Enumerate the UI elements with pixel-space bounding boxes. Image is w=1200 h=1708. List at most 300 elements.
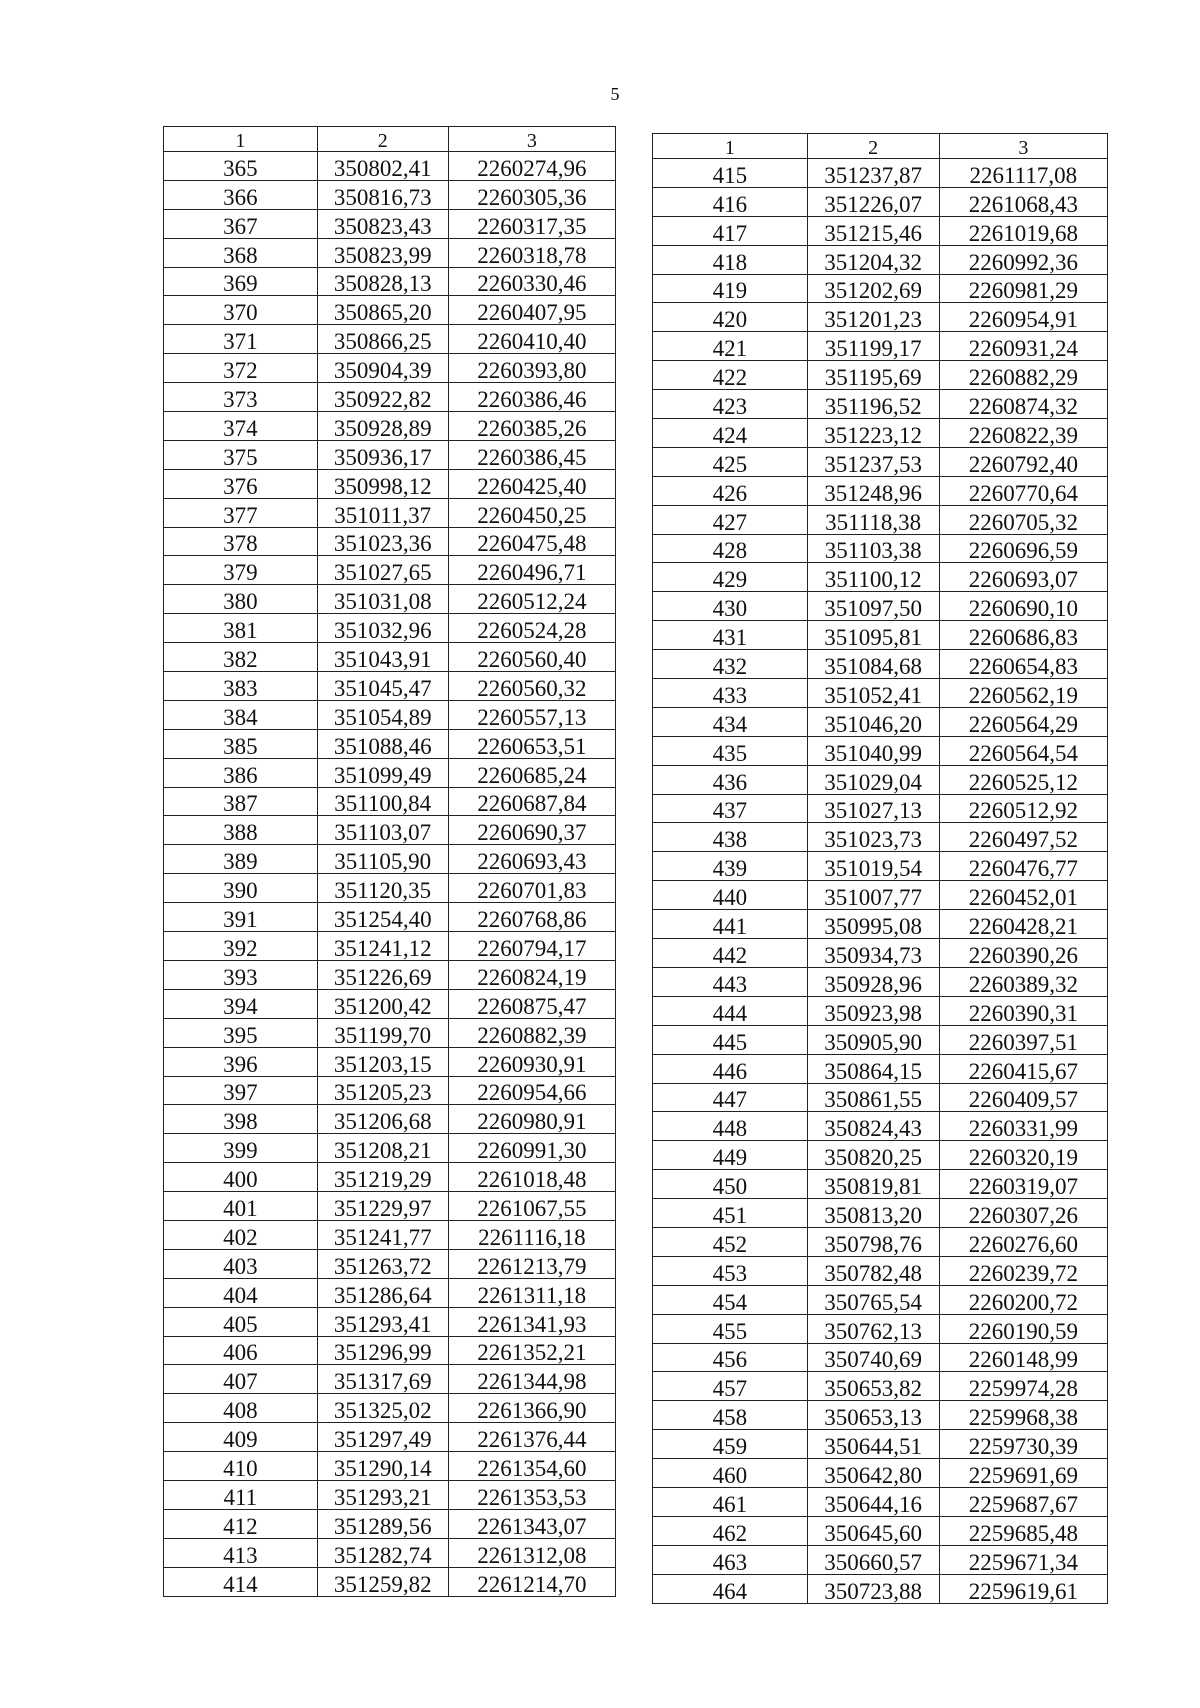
point-number-cell: 409 (164, 1423, 318, 1452)
table-row (164, 1076, 616, 1105)
y-coordinate-cell: 2261067,55 (448, 1192, 615, 1221)
table-row (164, 1394, 616, 1423)
table-row (164, 325, 616, 354)
point-number-cell: 456 (653, 1343, 808, 1372)
x-coordinate-cell: 350928,96 (807, 967, 939, 996)
table-row (653, 1256, 1108, 1285)
x-coordinate-cell: 350861,55 (807, 1083, 939, 1112)
point-number-cell: 452 (653, 1227, 808, 1256)
point-number-cell: 401 (164, 1192, 318, 1221)
x-coordinate-cell: 351046,20 (807, 707, 939, 736)
y-coordinate-cell: 2260882,29 (939, 361, 1107, 390)
x-coordinate-cell: 351043,91 (317, 643, 448, 672)
table-row (164, 238, 616, 267)
table-row (164, 1278, 616, 1307)
point-number-cell: 423 (653, 390, 808, 419)
y-coordinate-cell: 2261214,70 (448, 1567, 615, 1596)
y-coordinate-cell: 2260390,26 (939, 939, 1107, 968)
y-coordinate-cell: 2260386,46 (448, 383, 615, 412)
x-coordinate-cell: 351204,32 (807, 245, 939, 274)
table-row (164, 556, 616, 585)
point-number-cell: 431 (653, 621, 808, 650)
table-row (653, 1372, 1108, 1401)
y-coordinate-cell: 2261117,08 (939, 159, 1107, 188)
table-row (164, 296, 616, 325)
table-row (653, 939, 1108, 968)
x-coordinate-cell: 351103,07 (317, 816, 448, 845)
table-row (164, 383, 616, 412)
table-row (653, 967, 1108, 996)
y-coordinate-cell: 2260980,91 (448, 1105, 615, 1134)
point-number-cell: 436 (653, 765, 808, 794)
y-coordinate-cell: 2259619,61 (939, 1574, 1107, 1603)
point-number-cell: 425 (653, 447, 808, 476)
point-number-cell: 450 (653, 1170, 808, 1199)
point-number-cell: 455 (653, 1314, 808, 1343)
table-row (164, 180, 616, 209)
point-number-cell: 458 (653, 1401, 808, 1430)
y-coordinate-cell: 2259685,48 (939, 1516, 1107, 1545)
table-row (164, 960, 616, 989)
x-coordinate-cell: 351293,21 (317, 1480, 448, 1509)
point-number-cell: 406 (164, 1336, 318, 1365)
y-coordinate-cell: 2260389,32 (939, 967, 1107, 996)
table-row (653, 852, 1108, 881)
y-coordinate-cell: 2260693,07 (939, 563, 1107, 592)
x-coordinate-cell: 351199,70 (317, 1018, 448, 1047)
table-row (164, 758, 616, 787)
table-row (653, 736, 1108, 765)
y-coordinate-cell: 2259968,38 (939, 1401, 1107, 1430)
y-coordinate-cell: 2261213,79 (448, 1249, 615, 1278)
point-number-cell: 462 (653, 1516, 808, 1545)
y-coordinate-cell: 2260524,28 (448, 614, 615, 643)
x-coordinate-cell: 351084,68 (807, 650, 939, 679)
point-number-cell: 366 (164, 180, 318, 209)
x-coordinate-cell: 351052,41 (807, 679, 939, 708)
table-row (653, 563, 1108, 592)
x-coordinate-cell: 351325,02 (317, 1394, 448, 1423)
y-coordinate-cell: 2260768,86 (448, 903, 615, 932)
table-row (164, 845, 616, 874)
x-coordinate-cell: 351105,90 (317, 845, 448, 874)
table-row (653, 1401, 1108, 1430)
table-row (164, 1105, 616, 1134)
x-coordinate-cell: 351208,21 (317, 1134, 448, 1163)
y-coordinate-cell: 2260386,45 (448, 440, 615, 469)
table-row (653, 361, 1108, 390)
x-coordinate-cell: 350866,25 (317, 325, 448, 354)
x-coordinate-cell: 351263,72 (317, 1249, 448, 1278)
y-coordinate-cell: 2260690,10 (939, 592, 1107, 621)
point-number-cell: 438 (653, 823, 808, 852)
point-number-cell: 457 (653, 1372, 808, 1401)
point-number-cell: 376 (164, 469, 318, 498)
x-coordinate-cell: 351054,89 (317, 700, 448, 729)
x-coordinate-cell: 351226,69 (317, 960, 448, 989)
table-row (164, 932, 616, 961)
table-row (164, 1509, 616, 1538)
table-row (653, 332, 1108, 361)
x-coordinate-cell: 351032,96 (317, 614, 448, 643)
x-coordinate-cell: 350762,13 (807, 1314, 939, 1343)
point-number-cell: 371 (164, 325, 318, 354)
point-number-cell: 410 (164, 1452, 318, 1481)
page-number: 5 (610, 84, 620, 104)
point-number-cell: 413 (164, 1538, 318, 1567)
table-row (164, 672, 616, 701)
x-coordinate-cell: 351206,68 (317, 1105, 448, 1134)
x-coordinate-cell: 350723,88 (807, 1574, 939, 1603)
y-coordinate-cell: 2261312,08 (448, 1538, 615, 1567)
table-row (164, 152, 616, 181)
table-row (653, 1199, 1108, 1228)
x-coordinate-cell: 351040,99 (807, 736, 939, 765)
header-cell-x: 2 (317, 127, 448, 152)
x-coordinate-cell: 351289,56 (317, 1509, 448, 1538)
table-row (164, 440, 616, 469)
y-coordinate-cell: 2260705,32 (939, 505, 1107, 534)
y-coordinate-cell: 2260512,92 (939, 794, 1107, 823)
header-cell-y: 3 (448, 127, 615, 152)
x-coordinate-cell: 351219,29 (317, 1163, 448, 1192)
y-coordinate-cell: 2259671,34 (939, 1545, 1107, 1574)
y-coordinate-cell: 2260239,72 (939, 1256, 1107, 1285)
table-row (653, 534, 1108, 563)
x-coordinate-cell: 351095,81 (807, 621, 939, 650)
coordinates-table-left (163, 126, 616, 1597)
table-row (653, 1227, 1108, 1256)
x-coordinate-cell: 350653,13 (807, 1401, 939, 1430)
point-number-cell: 437 (653, 794, 808, 823)
header-cell-number: 1 (653, 134, 808, 159)
x-coordinate-cell: 350813,20 (807, 1199, 939, 1228)
y-coordinate-cell: 2260693,43 (448, 845, 615, 874)
table-row (164, 585, 616, 614)
point-number-cell: 427 (653, 505, 808, 534)
y-coordinate-cell: 2259974,28 (939, 1372, 1107, 1401)
point-number-cell: 443 (653, 967, 808, 996)
y-coordinate-cell: 2260562,19 (939, 679, 1107, 708)
x-coordinate-cell: 351201,23 (807, 303, 939, 332)
table-row (653, 910, 1108, 939)
table-row (164, 412, 616, 441)
table-row (653, 1112, 1108, 1141)
x-coordinate-cell: 350660,57 (807, 1545, 939, 1574)
table-row (164, 1018, 616, 1047)
table-row (653, 621, 1108, 650)
point-number-cell: 398 (164, 1105, 318, 1134)
x-coordinate-cell: 351199,17 (807, 332, 939, 361)
y-coordinate-cell: 2260686,83 (939, 621, 1107, 650)
x-coordinate-cell: 351100,12 (807, 563, 939, 592)
x-coordinate-cell: 351019,54 (807, 852, 939, 881)
x-coordinate-cell: 351286,64 (317, 1278, 448, 1307)
x-coordinate-cell: 351099,49 (317, 758, 448, 787)
y-coordinate-cell: 2260874,32 (939, 390, 1107, 419)
y-coordinate-cell: 2260318,78 (448, 238, 615, 267)
y-coordinate-cell: 2260822,39 (939, 419, 1107, 448)
x-coordinate-cell: 351011,37 (317, 498, 448, 527)
point-number-cell: 421 (653, 332, 808, 361)
table-row (164, 729, 616, 758)
x-coordinate-cell: 351088,46 (317, 729, 448, 758)
y-coordinate-cell: 2260654,83 (939, 650, 1107, 679)
x-coordinate-cell: 350824,43 (807, 1112, 939, 1141)
x-coordinate-cell: 351317,69 (317, 1365, 448, 1394)
x-coordinate-cell: 351241,12 (317, 932, 448, 961)
table-row (164, 1336, 616, 1365)
x-coordinate-cell: 351254,40 (317, 903, 448, 932)
x-coordinate-cell: 350823,43 (317, 209, 448, 238)
x-coordinate-cell: 351196,52 (807, 390, 939, 419)
y-coordinate-cell: 2261343,07 (448, 1509, 615, 1538)
y-coordinate-cell: 2260770,64 (939, 476, 1107, 505)
x-coordinate-cell: 351100,84 (317, 787, 448, 816)
x-coordinate-cell: 350644,16 (807, 1487, 939, 1516)
point-number-cell: 402 (164, 1220, 318, 1249)
y-coordinate-cell: 2260882,39 (448, 1018, 615, 1047)
point-number-cell: 374 (164, 412, 318, 441)
y-coordinate-cell: 2261366,90 (448, 1394, 615, 1423)
table-row (164, 1365, 616, 1394)
point-number-cell: 419 (653, 274, 808, 303)
point-number-cell: 373 (164, 383, 318, 412)
table-row (164, 1538, 616, 1567)
x-coordinate-cell: 350816,73 (317, 180, 448, 209)
y-coordinate-cell: 2261068,43 (939, 187, 1107, 216)
y-coordinate-cell: 2260307,26 (939, 1199, 1107, 1228)
x-coordinate-cell: 351031,08 (317, 585, 448, 614)
header-cell-y: 3 (939, 134, 1107, 159)
x-coordinate-cell: 350864,15 (807, 1054, 939, 1083)
x-coordinate-cell: 351237,53 (807, 447, 939, 476)
point-number-cell: 430 (653, 592, 808, 621)
x-coordinate-cell: 351120,35 (317, 874, 448, 903)
point-number-cell: 405 (164, 1307, 318, 1336)
table-row (653, 390, 1108, 419)
point-number-cell: 439 (653, 852, 808, 881)
y-coordinate-cell: 2260930,91 (448, 1047, 615, 1076)
y-coordinate-cell: 2260560,40 (448, 643, 615, 672)
y-coordinate-cell: 2260653,51 (448, 729, 615, 758)
point-number-cell: 389 (164, 845, 318, 874)
y-coordinate-cell: 2260875,47 (448, 989, 615, 1018)
y-coordinate-cell: 2259730,39 (939, 1430, 1107, 1459)
table-row (653, 1025, 1108, 1054)
x-coordinate-cell: 350995,08 (807, 910, 939, 939)
point-number-cell: 454 (653, 1285, 808, 1314)
y-coordinate-cell: 2260410,40 (448, 325, 615, 354)
table-row (164, 787, 616, 816)
point-number-cell: 388 (164, 816, 318, 845)
y-coordinate-cell: 2261352,21 (448, 1336, 615, 1365)
header-cell-x: 2 (807, 134, 939, 159)
x-coordinate-cell: 350653,82 (807, 1372, 939, 1401)
y-coordinate-cell: 2261311,18 (448, 1278, 615, 1307)
point-number-cell: 447 (653, 1083, 808, 1112)
table-row (653, 1574, 1108, 1603)
point-number-cell: 391 (164, 903, 318, 932)
y-coordinate-cell: 2260687,84 (448, 787, 615, 816)
table-row (164, 1480, 616, 1509)
point-number-cell: 445 (653, 1025, 808, 1054)
y-coordinate-cell: 2261116,18 (448, 1220, 615, 1249)
table-row (653, 419, 1108, 448)
x-coordinate-cell: 351297,49 (317, 1423, 448, 1452)
x-coordinate-cell: 351007,77 (807, 881, 939, 910)
table-row (653, 679, 1108, 708)
x-coordinate-cell: 351118,38 (807, 505, 939, 534)
point-number-cell: 387 (164, 787, 318, 816)
y-coordinate-cell: 2261353,53 (448, 1480, 615, 1509)
y-coordinate-cell: 2260792,40 (939, 447, 1107, 476)
y-coordinate-cell: 2260428,21 (939, 910, 1107, 939)
point-number-cell: 453 (653, 1256, 808, 1285)
x-coordinate-cell: 350782,48 (807, 1256, 939, 1285)
point-number-cell: 369 (164, 267, 318, 296)
table-row (164, 1452, 616, 1481)
table-row (164, 354, 616, 383)
x-coordinate-cell: 350998,12 (317, 469, 448, 498)
point-number-cell: 459 (653, 1430, 808, 1459)
point-number-cell: 428 (653, 534, 808, 563)
header-row (653, 134, 1108, 159)
point-number-cell: 365 (164, 152, 318, 181)
header-row (164, 127, 616, 152)
point-number-cell: 429 (653, 563, 808, 592)
point-number-cell: 381 (164, 614, 318, 643)
table-row (653, 216, 1108, 245)
point-number-cell: 367 (164, 209, 318, 238)
point-number-cell: 379 (164, 556, 318, 585)
x-coordinate-cell: 351237,87 (807, 159, 939, 188)
table-row (653, 1170, 1108, 1199)
x-coordinate-cell: 351259,82 (317, 1567, 448, 1596)
point-number-cell: 378 (164, 527, 318, 556)
x-coordinate-cell: 350819,81 (807, 1170, 939, 1199)
point-number-cell: 407 (164, 1365, 318, 1394)
table-row (653, 1083, 1108, 1112)
y-coordinate-cell: 2260824,19 (448, 960, 615, 989)
x-coordinate-cell: 351229,97 (317, 1192, 448, 1221)
y-coordinate-cell: 2260701,83 (448, 874, 615, 903)
point-number-cell: 368 (164, 238, 318, 267)
point-number-cell: 403 (164, 1249, 318, 1278)
table-row (164, 816, 616, 845)
table-row (164, 498, 616, 527)
point-number-cell: 408 (164, 1394, 318, 1423)
y-coordinate-cell: 2260317,35 (448, 209, 615, 238)
x-coordinate-cell: 351241,77 (317, 1220, 448, 1249)
point-number-cell: 464 (653, 1574, 808, 1603)
point-number-cell: 461 (653, 1487, 808, 1516)
y-coordinate-cell: 2260452,01 (939, 881, 1107, 910)
table-row (164, 1307, 616, 1336)
y-coordinate-cell: 2260991,30 (448, 1134, 615, 1163)
y-coordinate-cell: 2260564,54 (939, 736, 1107, 765)
table-row (164, 614, 616, 643)
y-coordinate-cell: 2260475,48 (448, 527, 615, 556)
y-coordinate-cell: 2260397,51 (939, 1025, 1107, 1054)
y-coordinate-cell: 2260696,59 (939, 534, 1107, 563)
point-number-cell: 463 (653, 1545, 808, 1574)
table-row (653, 1141, 1108, 1170)
y-coordinate-cell: 2259687,67 (939, 1487, 1107, 1516)
y-coordinate-cell: 2260685,24 (448, 758, 615, 787)
point-number-cell: 426 (653, 476, 808, 505)
point-number-cell: 435 (653, 736, 808, 765)
table-row (653, 765, 1108, 794)
point-number-cell: 411 (164, 1480, 318, 1509)
y-coordinate-cell: 2260305,36 (448, 180, 615, 209)
x-coordinate-cell: 351103,38 (807, 534, 939, 563)
table-row (653, 1285, 1108, 1314)
table-row (653, 592, 1108, 621)
table-row (653, 303, 1108, 332)
y-coordinate-cell: 2260320,19 (939, 1141, 1107, 1170)
y-coordinate-cell: 2261344,98 (448, 1365, 615, 1394)
y-coordinate-cell: 2261019,68 (939, 216, 1107, 245)
table-row (164, 874, 616, 903)
x-coordinate-cell: 351296,99 (317, 1336, 448, 1365)
x-coordinate-cell: 350923,98 (807, 996, 939, 1025)
point-number-cell: 394 (164, 989, 318, 1018)
x-coordinate-cell: 351223,12 (807, 419, 939, 448)
y-coordinate-cell: 2261341,93 (448, 1307, 615, 1336)
x-coordinate-cell: 351248,96 (807, 476, 939, 505)
table-row (164, 1567, 616, 1596)
point-number-cell: 433 (653, 679, 808, 708)
table-row (653, 1545, 1108, 1574)
y-coordinate-cell: 2261376,44 (448, 1423, 615, 1452)
point-number-cell: 460 (653, 1459, 808, 1488)
point-number-cell: 372 (164, 354, 318, 383)
y-coordinate-cell: 2260274,96 (448, 152, 615, 181)
x-coordinate-cell: 351027,13 (807, 794, 939, 823)
point-number-cell: 384 (164, 700, 318, 729)
table-row (653, 505, 1108, 534)
table-row (653, 707, 1108, 736)
x-coordinate-cell: 351226,07 (807, 187, 939, 216)
point-number-cell: 375 (164, 440, 318, 469)
x-coordinate-cell: 351027,65 (317, 556, 448, 585)
point-number-cell: 451 (653, 1199, 808, 1228)
table-row (653, 187, 1108, 216)
point-number-cell: 392 (164, 932, 318, 961)
point-number-cell: 432 (653, 650, 808, 679)
x-coordinate-cell: 350904,39 (317, 354, 448, 383)
table-row (653, 1314, 1108, 1343)
y-coordinate-cell: 2260393,80 (448, 354, 615, 383)
header-cell-number: 1 (164, 127, 318, 152)
y-coordinate-cell: 2261018,48 (448, 1163, 615, 1192)
y-coordinate-cell: 2259691,69 (939, 1459, 1107, 1488)
table-row (653, 274, 1108, 303)
x-coordinate-cell: 351097,50 (807, 592, 939, 621)
y-coordinate-cell: 2260331,99 (939, 1112, 1107, 1141)
table-row (653, 1459, 1108, 1488)
x-coordinate-cell: 351203,15 (317, 1047, 448, 1076)
table-row (653, 447, 1108, 476)
table-row (164, 1220, 616, 1249)
point-number-cell: 397 (164, 1076, 318, 1105)
point-number-cell: 434 (653, 707, 808, 736)
point-number-cell: 416 (653, 187, 808, 216)
y-coordinate-cell: 2260148,99 (939, 1343, 1107, 1372)
point-number-cell: 370 (164, 296, 318, 325)
table-row (164, 209, 616, 238)
